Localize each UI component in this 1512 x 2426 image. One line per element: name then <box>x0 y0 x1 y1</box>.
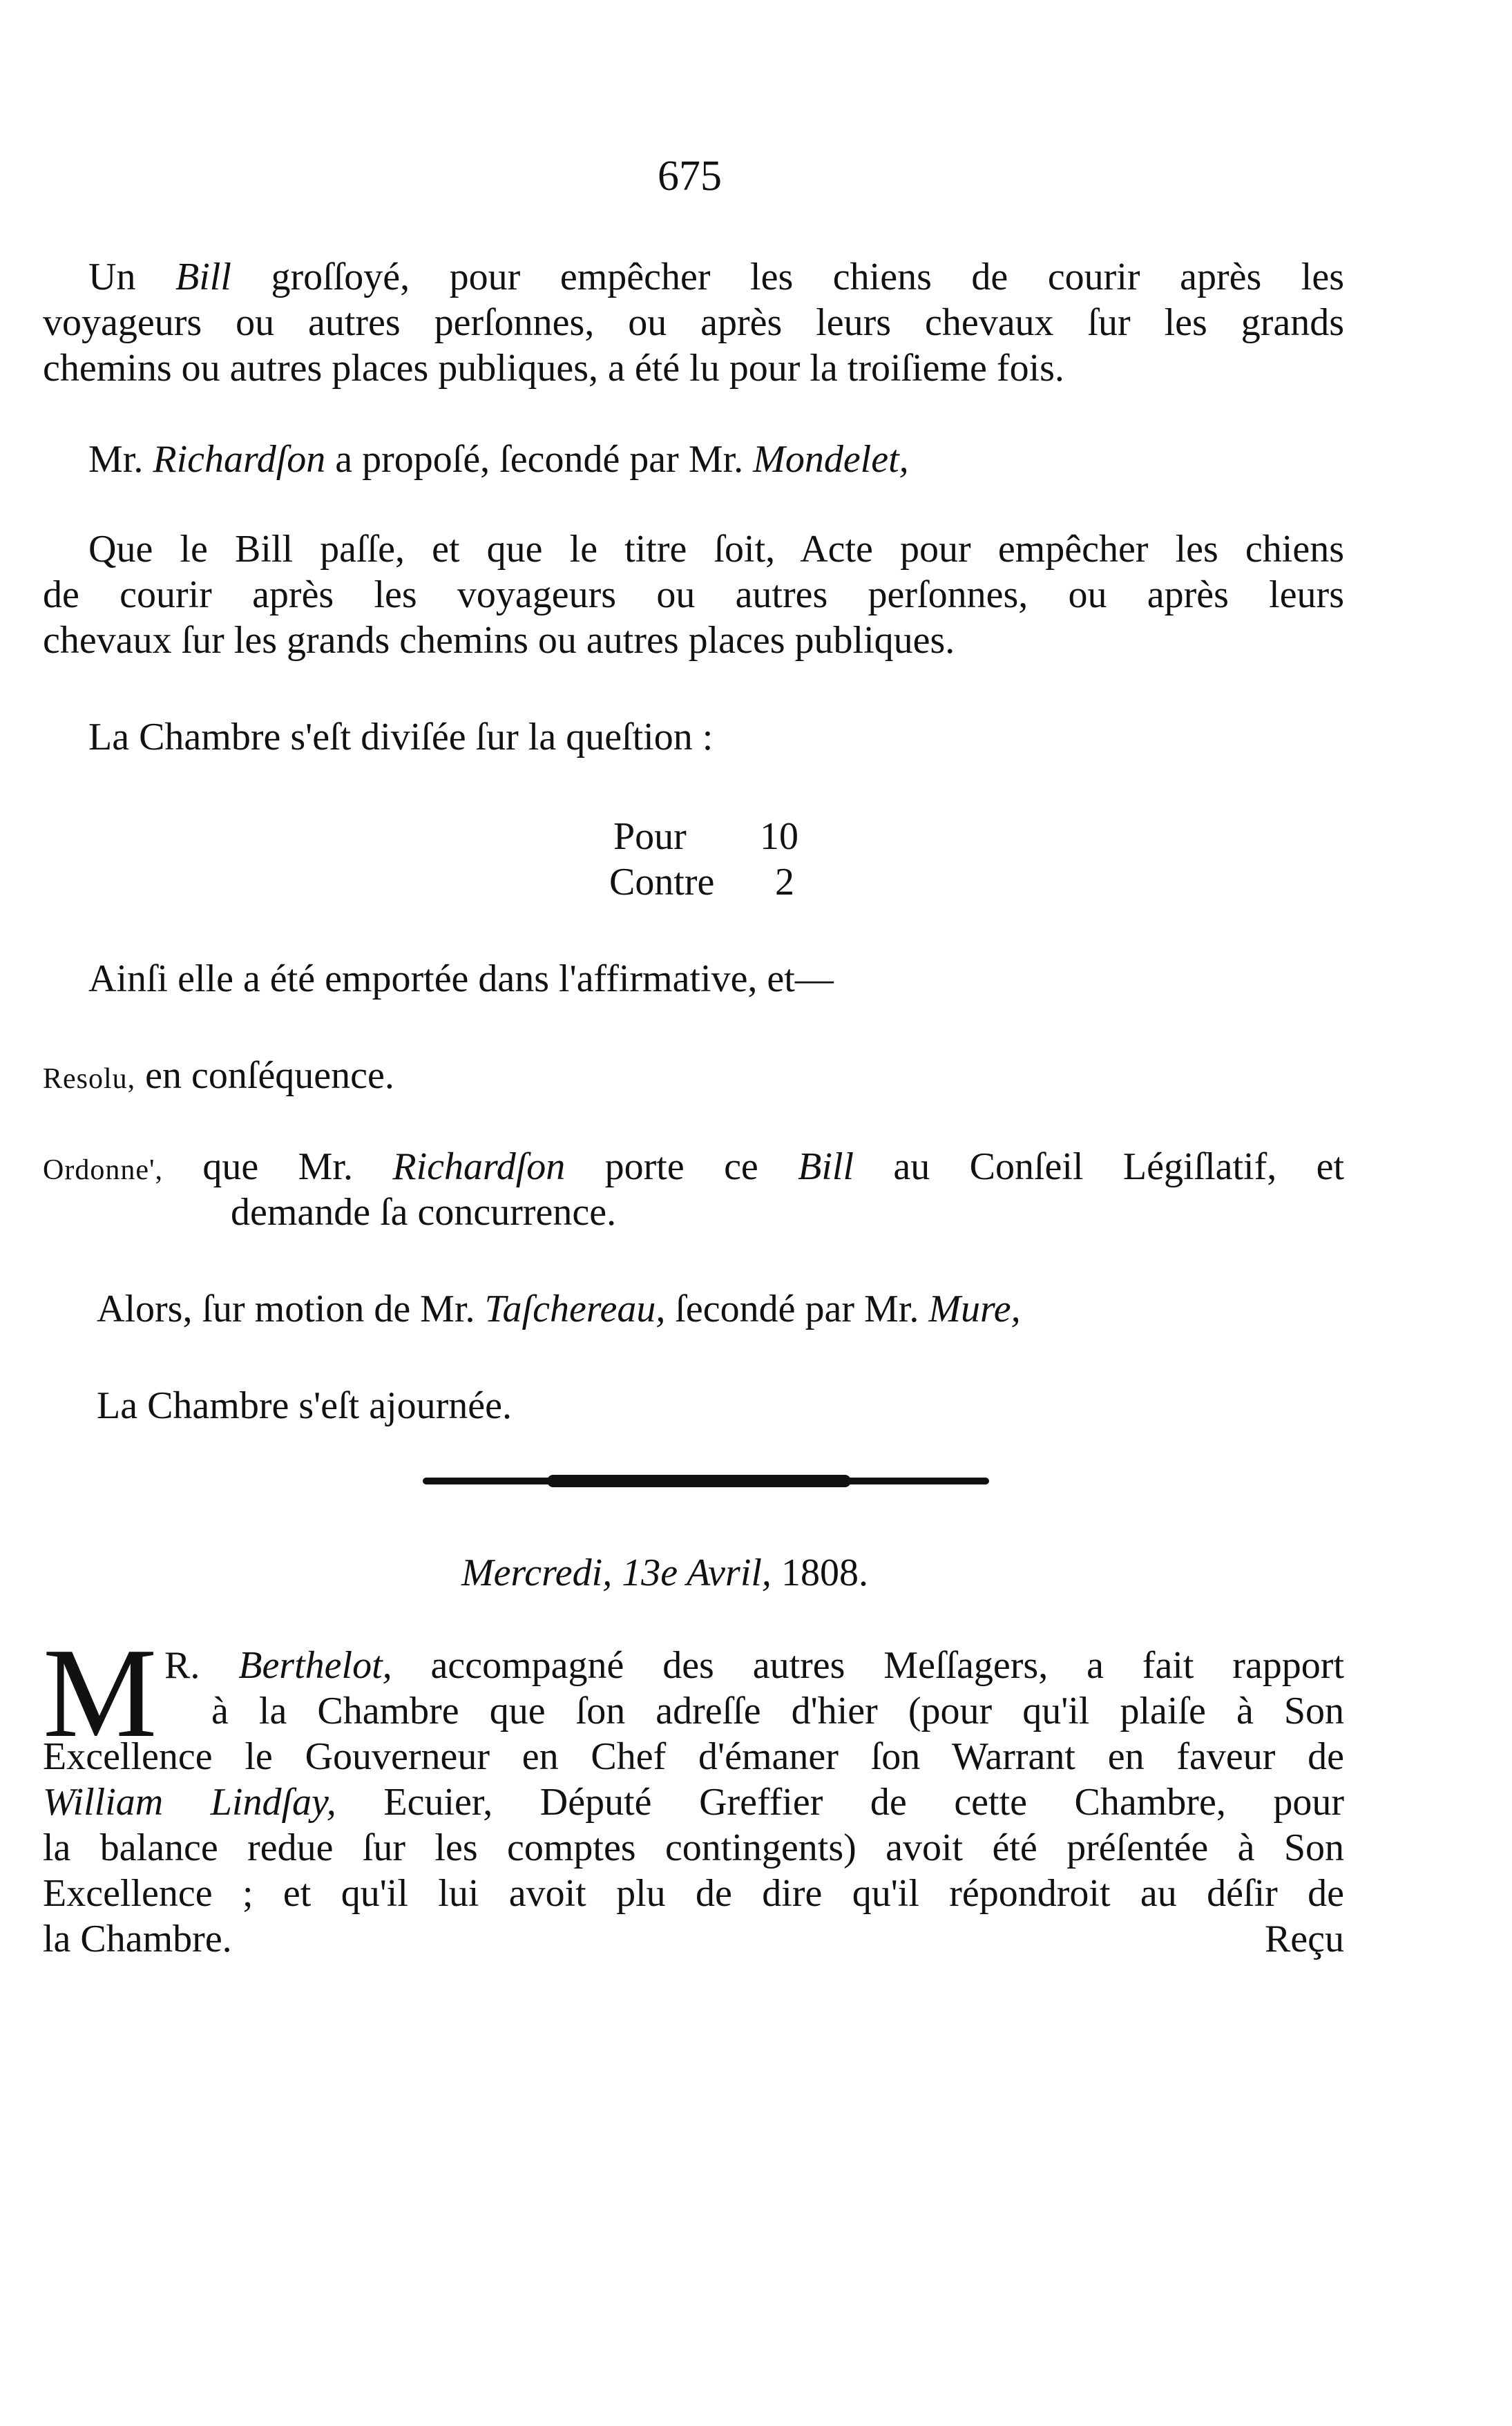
ordonne-line-2: demande ſa concurrence. <box>231 1191 617 1234</box>
date-date: 13e Avril, <box>622 1551 772 1594</box>
resolu-text: en conſéquence. <box>145 1054 394 1097</box>
catchword: Reçu <box>1264 1918 1344 1960</box>
proposal-mr: Mr. <box>88 438 144 481</box>
adjourn-motion-line <box>97 1286 1021 1332</box>
ordonne-name: Richardſon <box>392 1145 566 1188</box>
division-result: Ainſi elle a été emportée dans l'affirmative, et— <box>88 957 834 1000</box>
motion-line-3: chevaux ſur les grands chemins ou autres places publiques. <box>43 619 955 662</box>
seconder-name: Mondelet, <box>753 438 909 481</box>
section-divider-rule <box>423 1478 989 1484</box>
ordonne-label: Ordonne', <box>43 1154 164 1186</box>
report-line-3: Excellence le Gouverneur en Chef d'émaner ſon Warrant en faveur de <box>43 1735 1344 1778</box>
adjourn-text-b: ſecondé par Mr. <box>675 1288 919 1330</box>
adjourn-seconder: Mure, <box>928 1288 1021 1330</box>
division-statement: La Chambre s'eſt diviſée ſur la queſtion : <box>88 716 714 758</box>
report-line-1 <box>164 1643 1344 1688</box>
report-line-4 <box>43 1779 1344 1825</box>
report-line-7: la Chambre. <box>43 1918 232 1960</box>
report-messenger-name: Berthelot, <box>238 1644 392 1687</box>
bill-line-1-rest: groſſoyé, pour empêcher les chiens de courir après les <box>271 256 1345 298</box>
proposal-middle: a propoſé, ſecondé par Mr. <box>335 438 744 481</box>
resolu-line <box>43 1053 394 1102</box>
proposer-name: Richardſon <box>153 438 326 481</box>
proposal-line <box>88 437 909 482</box>
date-year: 1808. <box>781 1551 868 1594</box>
date-heading <box>461 1550 868 1596</box>
report-clerk-name: William Lindſay, <box>43 1781 336 1824</box>
report-line-4-rest: Ecuier, Député Greffier de cette Chambre, pour <box>383 1781 1345 1824</box>
ordonne-text-a: que Mr. <box>202 1145 353 1188</box>
resolu-label: Resolu, <box>43 1063 136 1095</box>
vote-pour-label: Pour <box>613 815 687 858</box>
adjourned-line: La Chambre s'eſt ajournée. <box>97 1384 512 1427</box>
bill-line-3: chemins ou autres places publiques, a été lu pour la troiſieme fois. <box>43 347 1064 390</box>
ordonne-line-1 <box>43 1144 1344 1193</box>
motion-line-2: de courir après les voyageurs ou autres perſonnes, ou après leurs <box>43 573 1344 616</box>
report-line-5: la balance redue ſur les comptes contingents) avoit été préſentée à Son <box>43 1826 1344 1869</box>
vote-contre-value: 2 <box>775 861 794 904</box>
report-line-1-b: accompagné des autres Meſſagers, a fait rapport <box>430 1644 1345 1687</box>
page-number: 675 <box>658 153 722 200</box>
drop-cap: M <box>43 1622 157 1764</box>
ordonne-bill: Bill <box>798 1145 854 1188</box>
report-line-1-a: R. <box>164 1644 200 1687</box>
vote-contre-label: Contre <box>609 861 715 904</box>
vote-pour-value: 10 <box>760 815 798 858</box>
date-day: Mercredi, <box>461 1551 613 1594</box>
bill-line-1-start: Un <box>88 256 136 298</box>
motion-line-1: Que le Bill paſſe, et que le titre ſoit, Acte pour empêcher les chiens <box>88 528 1344 571</box>
adjourn-text-a: Alors, ſur motion de Mr. <box>97 1288 475 1330</box>
report-line-2: à la Chambre que ſon adreſſe d'hier (pour qu'il plaiſe à Son <box>211 1690 1344 1732</box>
ordonne-text-c: au Conſeil Légiſlatif, et <box>893 1145 1345 1188</box>
adjourn-mover: Taſchereau, <box>484 1288 666 1330</box>
bill-line-1 <box>88 254 1344 300</box>
bill-word: Bill <box>175 256 231 298</box>
bill-line-2: voyageurs ou autres perſonnes, ou après leurs chevaux ſur les grands <box>43 301 1344 344</box>
report-line-6: Excellence ; et qu'il lui avoit plu de dire qu'il répondroit au déſir de <box>43 1872 1344 1915</box>
ordonne-text-b: porte ce <box>604 1145 758 1188</box>
